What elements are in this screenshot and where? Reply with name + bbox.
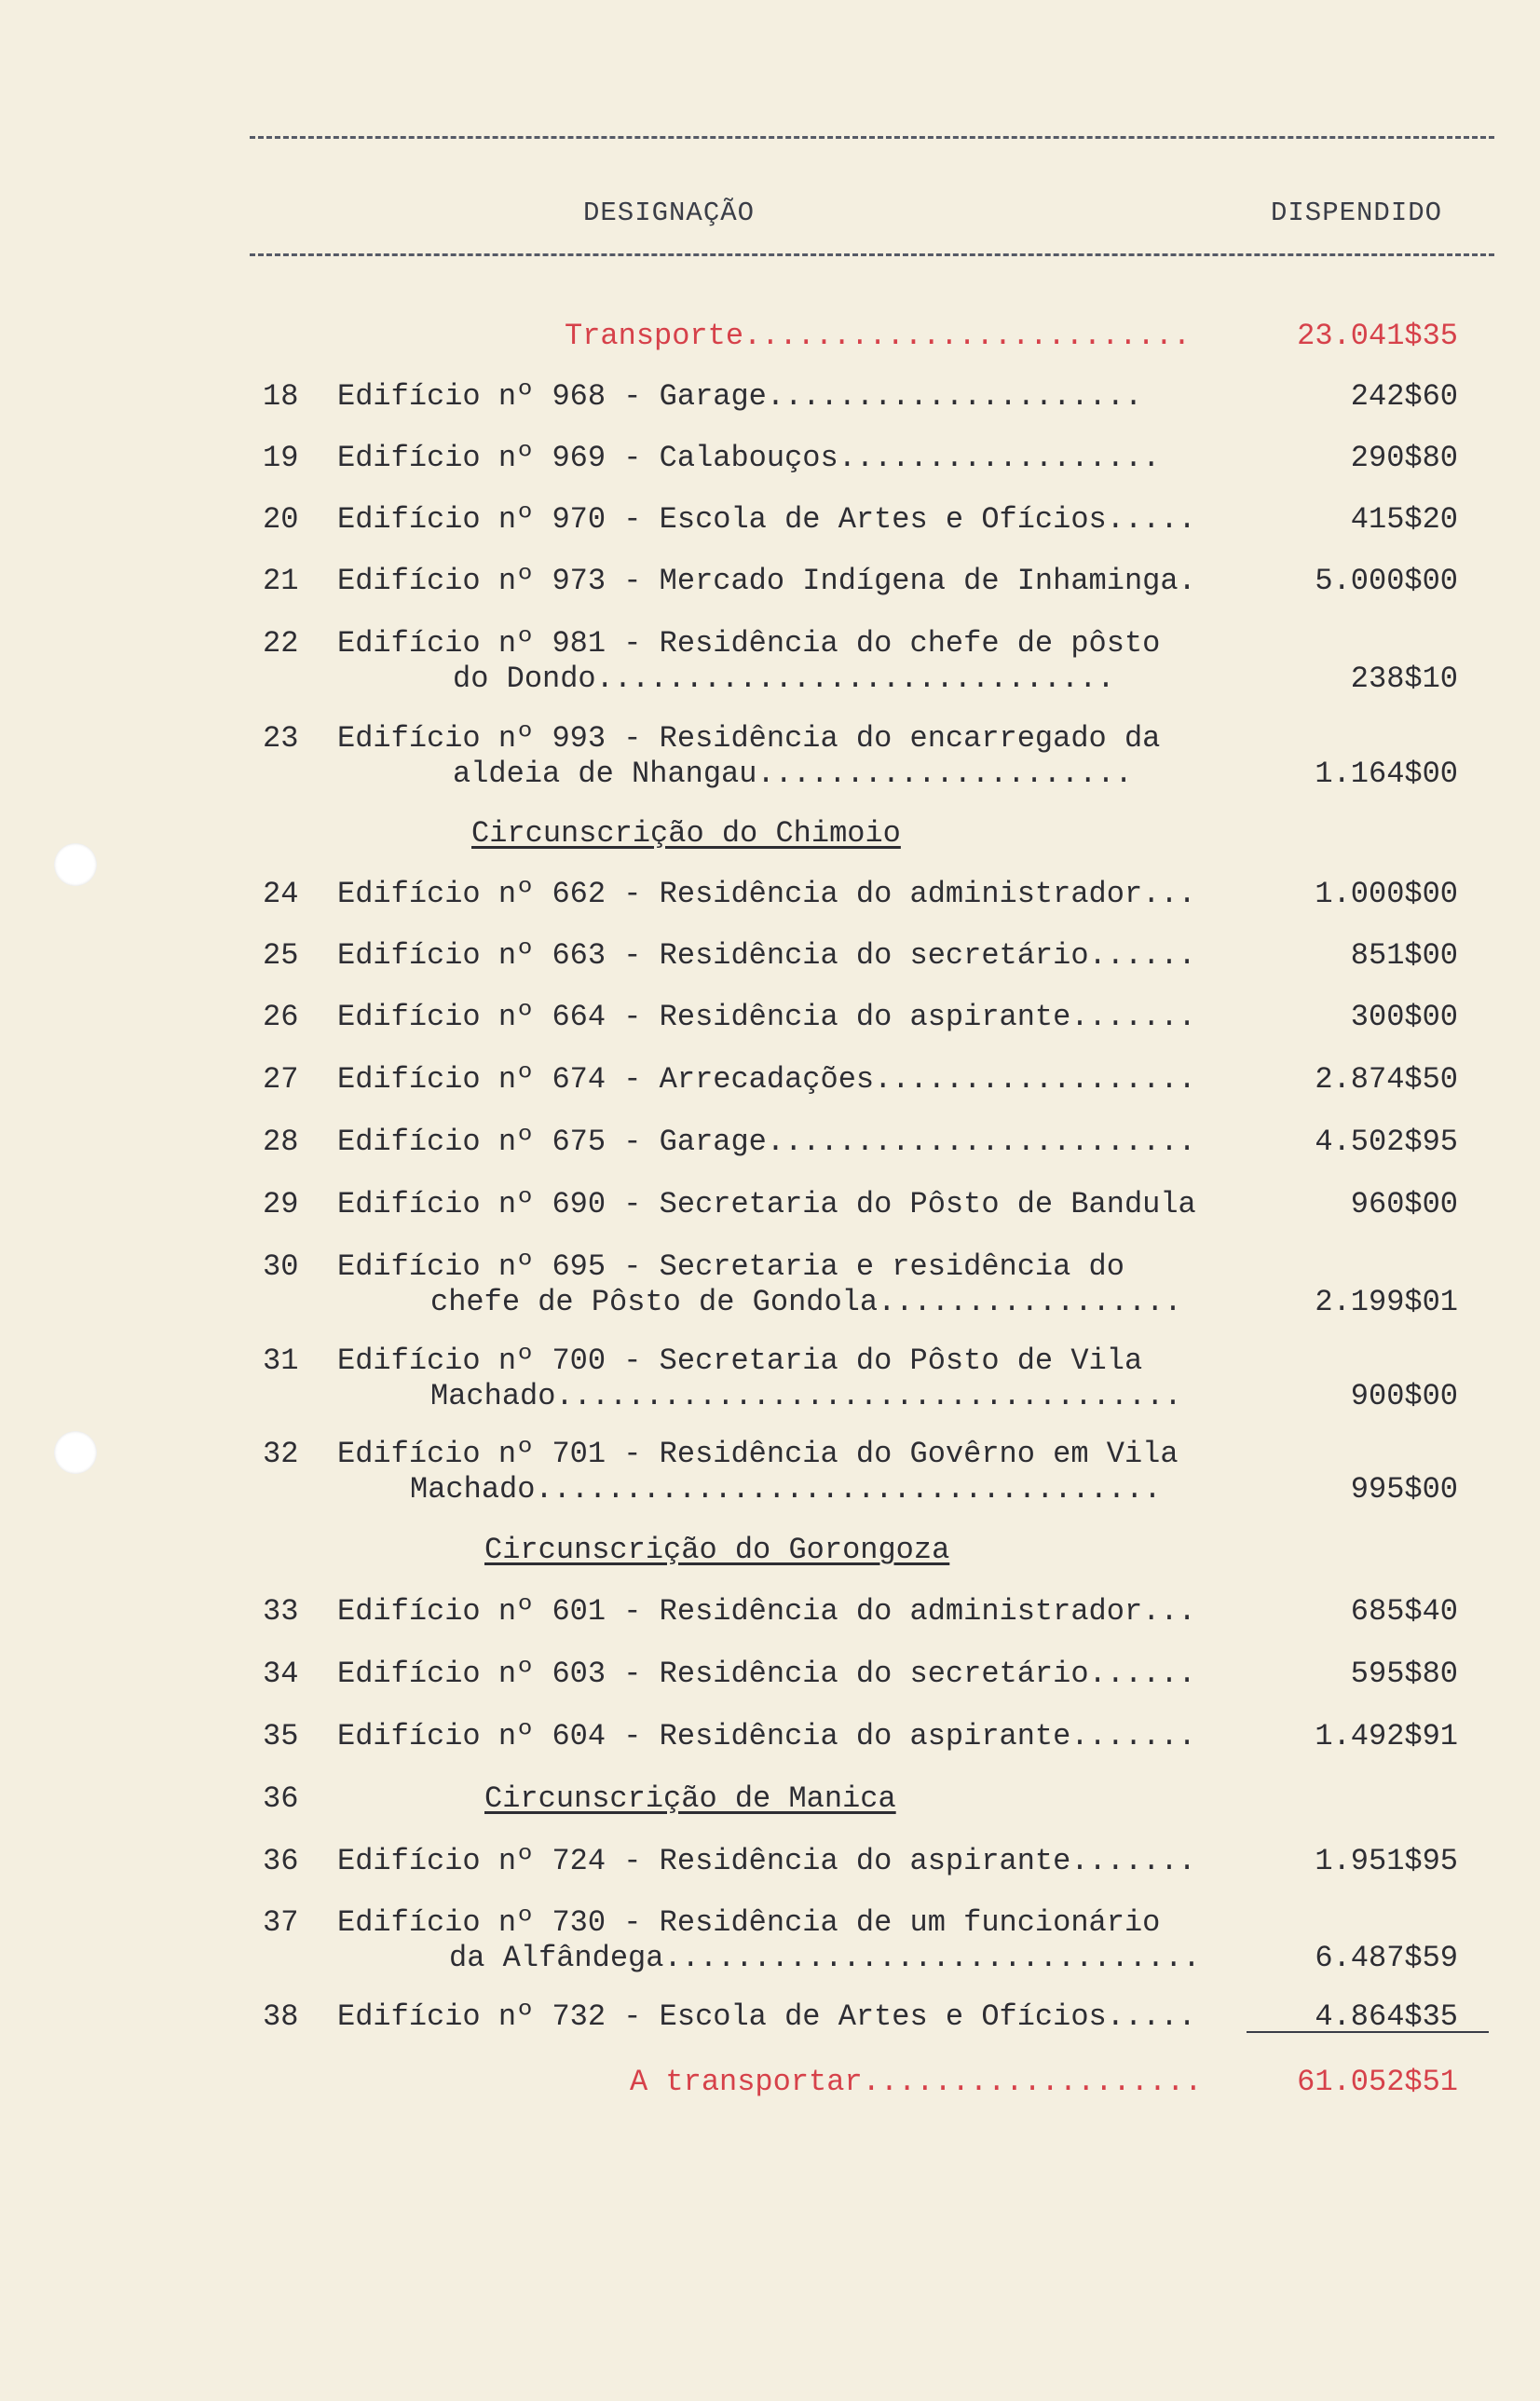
row-number: 26 <box>263 1000 299 1034</box>
row-number: 21 <box>263 564 299 598</box>
row-description: Edifício nº 674 - Arrecadações.................. <box>337 1062 1196 1097</box>
row-amount: 851$00 <box>1350 938 1458 973</box>
row-number: 38 <box>263 1999 299 2034</box>
row-number: 30 <box>263 1249 299 1284</box>
row-description: Edifício nº 993 - Residência do encarregado da <box>337 721 1161 756</box>
row-number: 35 <box>263 1719 299 1753</box>
row-description: Edifício nº 664 - Residência do aspirante....... <box>337 1000 1196 1034</box>
row-amount: 595$80 <box>1350 1657 1458 1691</box>
row-amount: 238$10 <box>1350 662 1458 696</box>
row-amount: 242$60 <box>1350 379 1458 414</box>
row-number: 18 <box>263 379 299 414</box>
row-amount: 4.502$95 <box>1315 1125 1458 1159</box>
row-number: 22 <box>263 626 299 661</box>
punch-hole <box>54 843 97 886</box>
row-description: Edifício nº 730 - Residência de um funcionário <box>337 1905 1161 1940</box>
punch-hole <box>54 1431 97 1474</box>
row-description: Edifício nº 695 - Secretaria e residência do <box>337 1249 1124 1284</box>
section-heading-gorongoza: Circunscrição do Gorongoza <box>484 1533 950 1567</box>
row-number: 31 <box>263 1344 299 1378</box>
subtotal-rule <box>1247 2031 1489 2033</box>
row-description: Edifício nº 973 - Mercado Indígena de Inhaminga. <box>337 564 1196 598</box>
section-heading-chimoio: Circunscrição do Chimoio <box>471 816 901 851</box>
section-heading-manica: Circunscrição de Manica <box>484 1781 896 1816</box>
row-number: 24 <box>263 877 299 911</box>
row-description: Edifício nº 675 - Garage........................ <box>337 1125 1196 1159</box>
carried-in-label: Transporte......................... <box>565 319 1192 353</box>
row-description: Edifício nº 601 - Residência do administrador... <box>337 1594 1196 1629</box>
row-description-continued: Machado................................... <box>430 1379 1182 1413</box>
row-description-continued: da Alfândega.............................. <box>449 1941 1201 1975</box>
row-number: 25 <box>263 938 299 973</box>
row-amount: 1.164$00 <box>1315 757 1458 791</box>
row-description: Edifício nº 690 - Secretaria do Pôsto de Bandula <box>337 1187 1196 1221</box>
row-amount: 1.492$91 <box>1315 1719 1458 1753</box>
row-description: Edifício nº 970 - Escola de Artes e Ofícios..... <box>337 502 1196 537</box>
row-number: 29 <box>263 1187 299 1221</box>
row-amount: 6.487$59 <box>1315 1941 1458 1975</box>
carried-out-amount: 61.052$51 <box>1297 2065 1458 2099</box>
header-rule <box>250 253 1494 256</box>
row-description-continued: aldeia de Nhangau..................... <box>453 757 1133 791</box>
row-description: Edifício nº 604 - Residência do aspirante....... <box>337 1719 1196 1753</box>
row-number: 36 <box>263 1844 299 1878</box>
row-description: Edifício nº 603 - Residência do secretário...... <box>337 1657 1196 1691</box>
row-amount: 300$00 <box>1350 1000 1458 1034</box>
row-amount: 2.199$01 <box>1315 1285 1458 1319</box>
row-description: Edifício nº 969 - Calabouços.................. <box>337 441 1161 475</box>
row-number: 34 <box>263 1657 299 1691</box>
row-amount: 5.000$00 <box>1315 564 1458 598</box>
row-number: 19 <box>263 441 299 475</box>
row-description-continued: do Dondo............................. <box>453 662 1115 696</box>
row-description-continued: chefe de Pôsto de Gondola................. <box>430 1285 1182 1319</box>
row-amount: 995$00 <box>1350 1472 1458 1507</box>
row-description: Edifício nº 662 - Residência do administrador... <box>337 877 1196 911</box>
row-description: Edifício nº 724 - Residência do aspirante....... <box>337 1844 1196 1878</box>
carried-in-amount: 23.041$35 <box>1297 319 1458 353</box>
row-amount: 290$80 <box>1350 441 1458 475</box>
row-number: 23 <box>263 721 299 756</box>
row-number: 28 <box>263 1125 299 1159</box>
row-number: 27 <box>263 1062 299 1097</box>
row-description: Edifício nº 732 - Escola de Artes e Ofícios..... <box>337 1999 1196 2034</box>
row-amount: 685$40 <box>1350 1594 1458 1629</box>
carried-out-label: A transportar................... <box>630 2065 1203 2099</box>
row-description: Edifício nº 700 - Secretaria do Pôsto de Vila <box>337 1344 1143 1378</box>
row-amount: 2.874$50 <box>1315 1062 1458 1097</box>
top-rule <box>250 136 1494 139</box>
row-number: 37 <box>263 1905 299 1940</box>
row-amount: 900$00 <box>1350 1379 1458 1413</box>
row-amount: 1.000$00 <box>1315 877 1458 911</box>
spent-header: DISPENDIDO <box>1271 198 1443 228</box>
row-amount: 960$00 <box>1350 1187 1458 1221</box>
row-description: Edifício nº 663 - Residência do secretário...... <box>337 938 1196 973</box>
row-description: Edifício nº 701 - Residência do Govêrno em Vila <box>337 1437 1179 1471</box>
row-description-continued: Machado................................... <box>410 1472 1162 1507</box>
row-amount: 1.951$95 <box>1315 1844 1458 1878</box>
row-amount: 415$20 <box>1350 502 1458 537</box>
row-description: Edifício nº 968 - Garage..................... <box>337 379 1143 414</box>
row-number: 36 <box>263 1781 299 1816</box>
row-number: 20 <box>263 502 299 537</box>
designation-header: DESIGNAÇÃO <box>583 198 756 228</box>
row-number: 32 <box>263 1437 299 1471</box>
row-description: Edifício nº 981 - Residência do chefe de pôsto <box>337 626 1161 661</box>
row-number: 33 <box>263 1594 299 1629</box>
row-amount: 4.864$35 <box>1315 1999 1458 2034</box>
